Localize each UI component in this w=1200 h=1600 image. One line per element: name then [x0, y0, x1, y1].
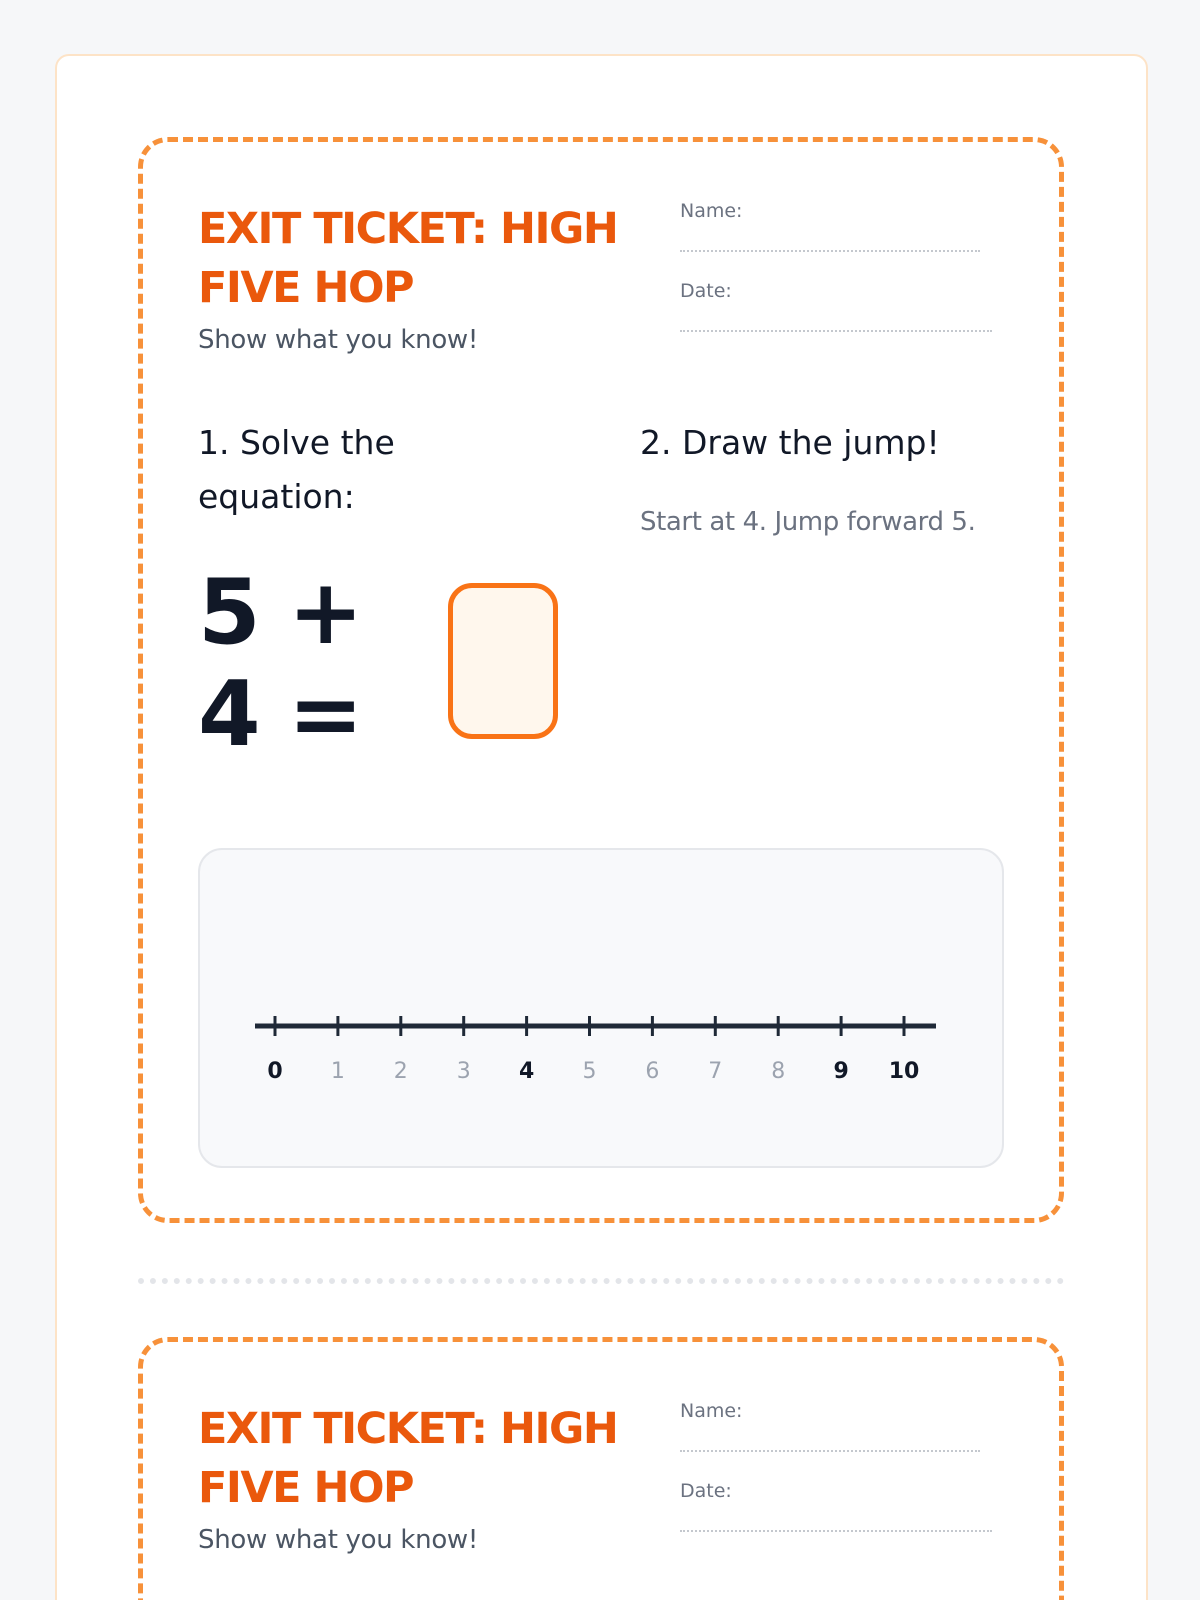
name-label: Name:	[680, 200, 743, 222]
number-line-label: 7	[708, 1059, 723, 1084]
date-label: Date:	[680, 1480, 732, 1502]
cut-line-separator	[138, 1278, 1064, 1284]
number-line-label: 1	[330, 1059, 345, 1084]
question-2-instruction: Start at 4. Jump forward 5.	[640, 507, 976, 537]
exit-ticket-card	[138, 137, 1064, 1223]
ticket-subtitle: Show what you know!	[198, 1525, 479, 1555]
exit-ticket-card	[138, 1337, 1064, 1600]
number-line-label: 3	[456, 1059, 471, 1084]
number-line-label: 10	[888, 1059, 920, 1084]
number-line-label: 0	[267, 1059, 283, 1084]
number-line-label: 9	[833, 1059, 849, 1084]
number-line-label: 6	[645, 1059, 660, 1084]
ticket-title: EXIT TICKET: HIGH FIVE HOP	[198, 204, 618, 313]
number-line	[200, 850, 1006, 1170]
ticket-subtitle: Show what you know!	[198, 325, 479, 355]
number-line-label: 8	[771, 1059, 786, 1084]
answer-box[interactable]	[448, 583, 558, 739]
number-line-label: 5	[582, 1059, 597, 1084]
question-1-heading: 1. Solve the equation:	[198, 423, 395, 516]
number-line-label: 2	[393, 1059, 408, 1084]
name-label: Name:	[680, 1400, 743, 1422]
name-field[interactable]	[680, 1450, 980, 1452]
question-2-heading: 2. Draw the jump!	[640, 423, 940, 462]
date-label: Date:	[680, 280, 732, 302]
name-field[interactable]	[680, 250, 980, 252]
number-line-area[interactable]	[198, 848, 1004, 1168]
number-line-label: 4	[518, 1059, 535, 1084]
date-field[interactable]	[680, 330, 992, 332]
date-field[interactable]	[680, 1530, 992, 1532]
equation: 5 + 4 =	[198, 560, 362, 767]
ticket-title: EXIT TICKET: HIGH FIVE HOP	[198, 1404, 618, 1513]
